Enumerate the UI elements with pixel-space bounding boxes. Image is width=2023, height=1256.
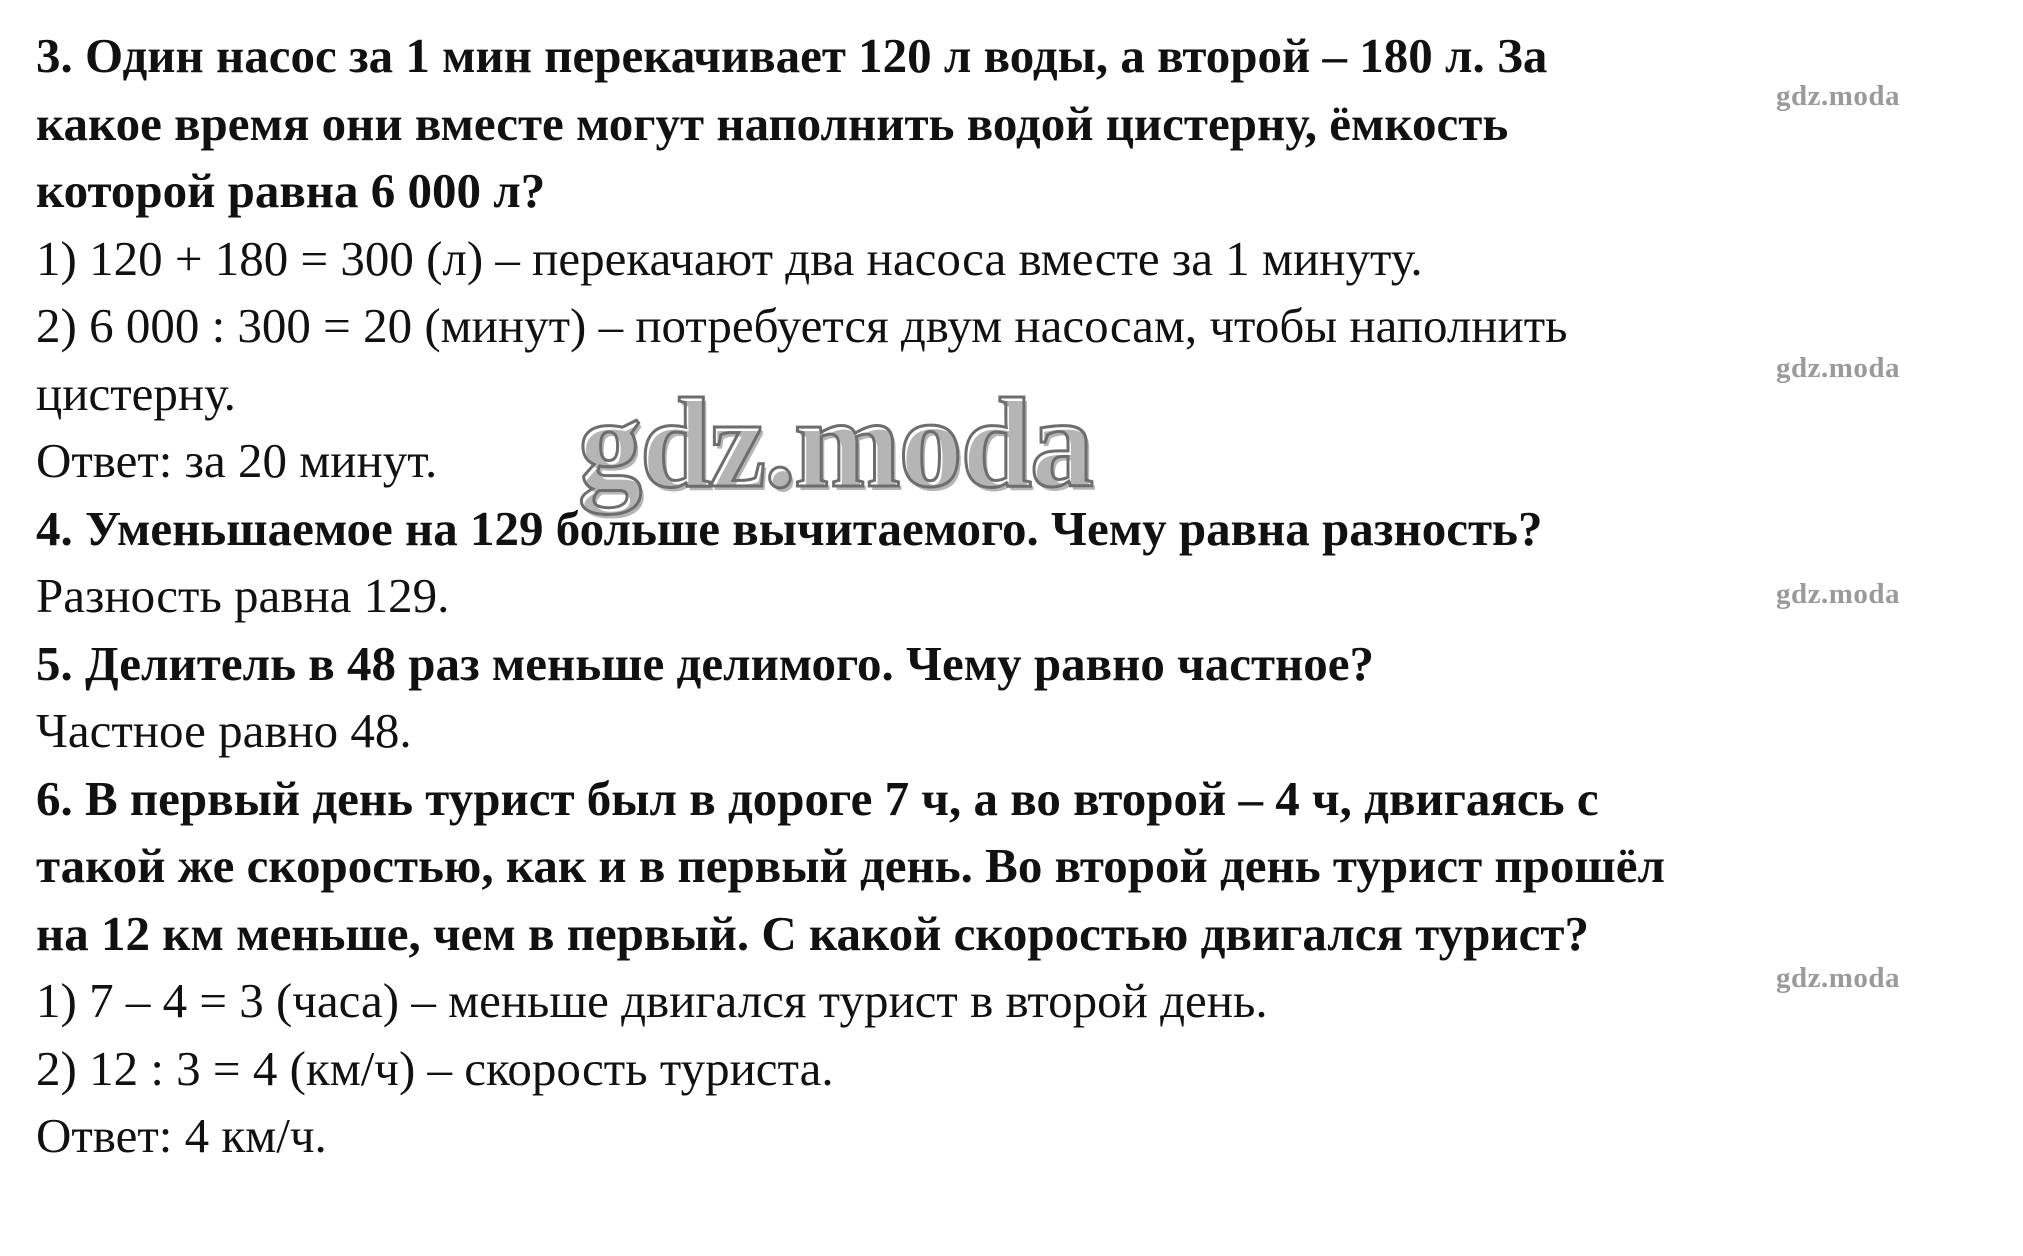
watermark-small-3: gdz.moda [1776,578,1901,610]
problem-3-question-line-2: какое время они вместе могут наполнить водой цистерну, ёмкость [36,95,1509,151]
problem-4-answer: Разность равна 129. [36,568,450,623]
watermark-small-2: gdz.moda [1776,352,1901,384]
problem-4-question: 4. Уменьшаемое на 129 больше вычитаемого. Чему равна разность? [36,500,1543,556]
problem-5-question: 5. Делитель в 48 раз меньше делимого. Чему равно частное? [36,635,1375,691]
problem-3-step-2: 2) 6 000 : 300 = 20 (минут) – потребуется двум насосам, чтобы наполнить [36,298,1568,353]
problem-6-question-line-3: на 12 км меньше, чем в первый. С какой скоростью двигался турист? [36,905,1589,961]
watermark-small-1: gdz.moda [1776,80,1901,112]
problem-6-step-2: 2) 12 : 3 = 4 (км/ч) – скорость туриста. [36,1040,834,1096]
watermark-small-4: gdz.moda [1776,962,1901,994]
problem-6-question-line-2: такой же скоростью, как и в первый день. Во второй день турист прошёл [36,838,1665,893]
problem-3-question-line-3: которой равна 6 000 л? [36,163,546,218]
problem-6-question-line-1: 6. В первый день турист был в дороге 7 ч, а во второй – 4 ч, двигаясь с [36,770,1599,826]
problem-3-step-1: 1) 120 + 180 = 300 (л) – перекачают два насоса вместе за 1 минуту. [36,230,1423,286]
problem-6-step-1: 1) 7 – 4 = 3 (часа) – меньше двигался турист в второй день. [36,973,1268,1028]
problem-3-answer: Ответ: за 20 минут. [36,433,438,488]
problem-3-question-line-1: 3. Один насос за 1 мин перекачивает 120 л воды, а второй – 180 л. За [36,28,1548,83]
watermark-large: gdz.moda [578,372,1092,514]
problem-3-step-2-continued: цистерну. [36,365,236,421]
homework-solutions [36,22,1996,1170]
problem-5-answer: Частное равно 48. [36,703,412,758]
problem-6-answer: Ответ: 4 км/ч. [36,1108,327,1163]
